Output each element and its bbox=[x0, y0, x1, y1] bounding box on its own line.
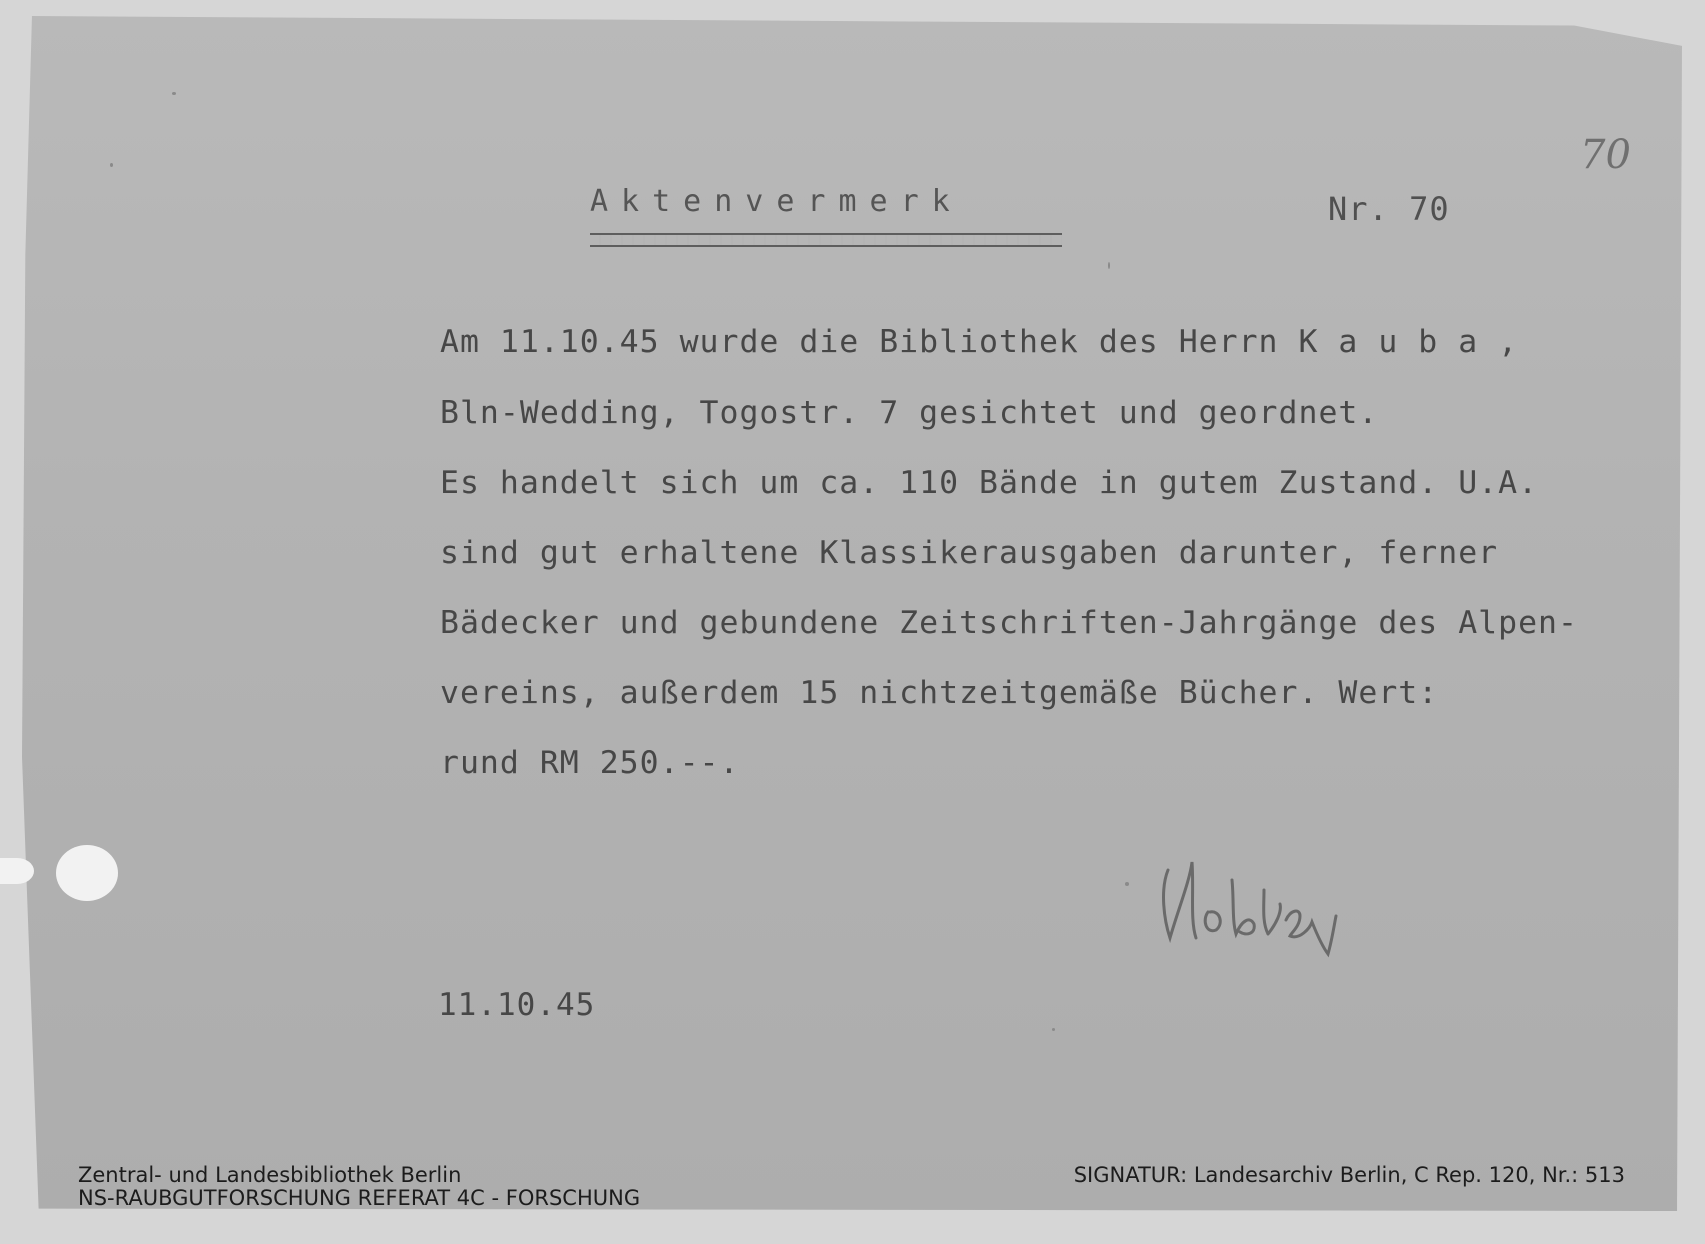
punch-hole bbox=[56, 845, 118, 901]
paper-speck bbox=[172, 92, 176, 95]
footer-department: NS-RAUBGUTFORSCHUNG REFERAT 4C - FORSCHUNG bbox=[78, 1186, 641, 1210]
punch-hole bbox=[0, 858, 34, 884]
document-number: Nr. 70 bbox=[1328, 190, 1450, 228]
body-line: Bädecker und gebundene Zeitschriften-Jahrgänge des Alpen- bbox=[440, 605, 1578, 641]
body-line: Es handelt sich um ca. 110 Bände in gutem Zustand. U.A. bbox=[440, 465, 1539, 501]
paper-speck bbox=[1052, 1028, 1055, 1031]
body-line: Bln-Wedding, Togostr. 7 gesichtet und geordnet. bbox=[440, 395, 1379, 431]
body-line: rund RM 250.--. bbox=[440, 745, 740, 781]
document-date: 11.10.45 bbox=[438, 987, 596, 1023]
handwritten-signature bbox=[1150, 850, 1340, 960]
body-line: vereins, außerdem 15 nichtzeitgemäße Bücher. Wert: bbox=[440, 675, 1439, 711]
footer-institution: Zentral- und Landesbibliothek Berlin bbox=[78, 1163, 462, 1187]
footer-signature-reference: SIGNATUR: Landesarchiv Berlin, C Rep. 120, Nr.: 513 bbox=[1073, 1163, 1625, 1187]
title-underline bbox=[590, 233, 1062, 247]
document-title: Aktenvermerk bbox=[590, 184, 963, 219]
body-line: sind gut erhaltene Klassikerausgaben darunter, ferner bbox=[440, 535, 1499, 571]
paper-speck bbox=[110, 163, 113, 167]
body-line: Am 11.10.45 wurde die Bibliothek des Herrn K a u b a , bbox=[440, 324, 1519, 360]
paper-speck bbox=[1125, 882, 1129, 886]
handwritten-page-number: 70 bbox=[1580, 132, 1631, 178]
paper-speck bbox=[1108, 262, 1110, 269]
